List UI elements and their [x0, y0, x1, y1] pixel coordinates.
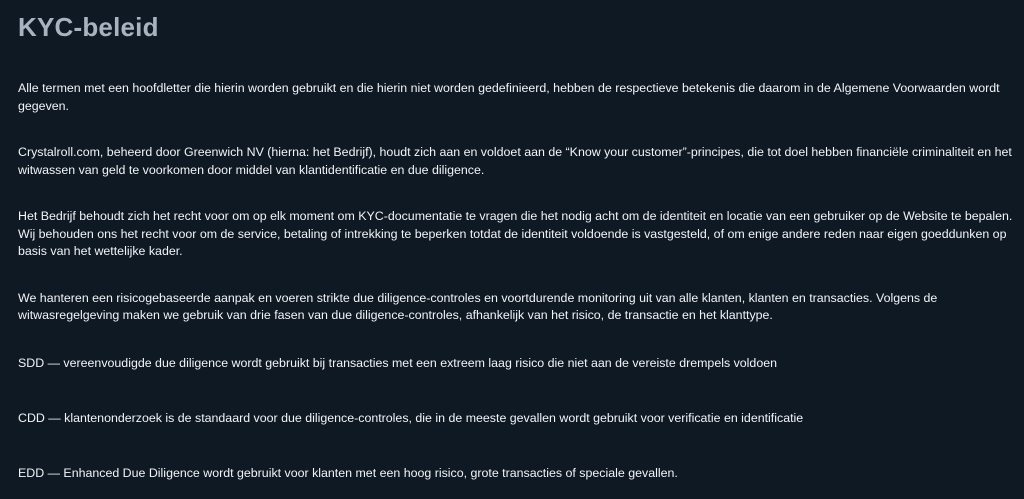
policy-paragraph-definitions: Alle termen met een hoofdletter die hierin worden gebruikt en die hierin niet worden gedefinieerd, hebben de respectieve betekenis die daarom in de Algemene Voorwaarden wordt gegeven.	[18, 81, 1000, 113]
policy-content	[18, 80, 1018, 482]
policy-item-edd: EDD — Enhanced Due Diligence wordt gebruikt voor klanten met een hoog risico, grote transacties of speciale gevallen.	[18, 465, 678, 480]
policy-paragraph-risk-approach: We hanteren een risicogebaseerde aanpak en voeren strikte due diligence-controles en voortdurende monitoring uit van alle klanten, klanten en transacties. Volgens de witwasregelgeving maken we gebruik van drie fasen van due diligence-controles, afhankelijk van het risico, de transactie en het klanttype.	[18, 290, 938, 322]
policy-item-sdd: SDD — vereenvoudigde due diligence wordt gebruikt bij transacties met een extreem laag risico die niet aan de vereiste drempels voldoen	[18, 355, 777, 370]
policy-item-cdd: CDD — klantenonderzoek is de standaard voor due diligence-controles, die in de meeste gevallen wordt gebruikt voor verificatie en identificatie	[18, 411, 804, 425]
page-title: KYC-beleid	[18, 12, 159, 42]
policy-paragraph-documentation: Het Bedrijf behoudt zich het recht voor om op elk moment om KYC-documentatie te vragen die het nodig acht om de identiteit en locatie van een gebruiker op de Website te bepalen. Wij behouden ons het recht voor om de service, betaling of intrekking te beperken totdat de identiteit voldoende is vastgesteld, of om enige andere reden naar eigen goeddunken op basis van het wettelijke kader.	[18, 209, 1013, 258]
policy-paragraph-company-kyc: Crystalroll.com, beheerd door Greenwich NV (hierna: het Bedrijf), houdt zich aan en voldoet aan de “Know your customer”-principes, die tot doel hebben financiële criminaliteit en het witwassen van geld te voorkomen door middel van klantidentificatie en due diligence.	[18, 145, 1012, 177]
